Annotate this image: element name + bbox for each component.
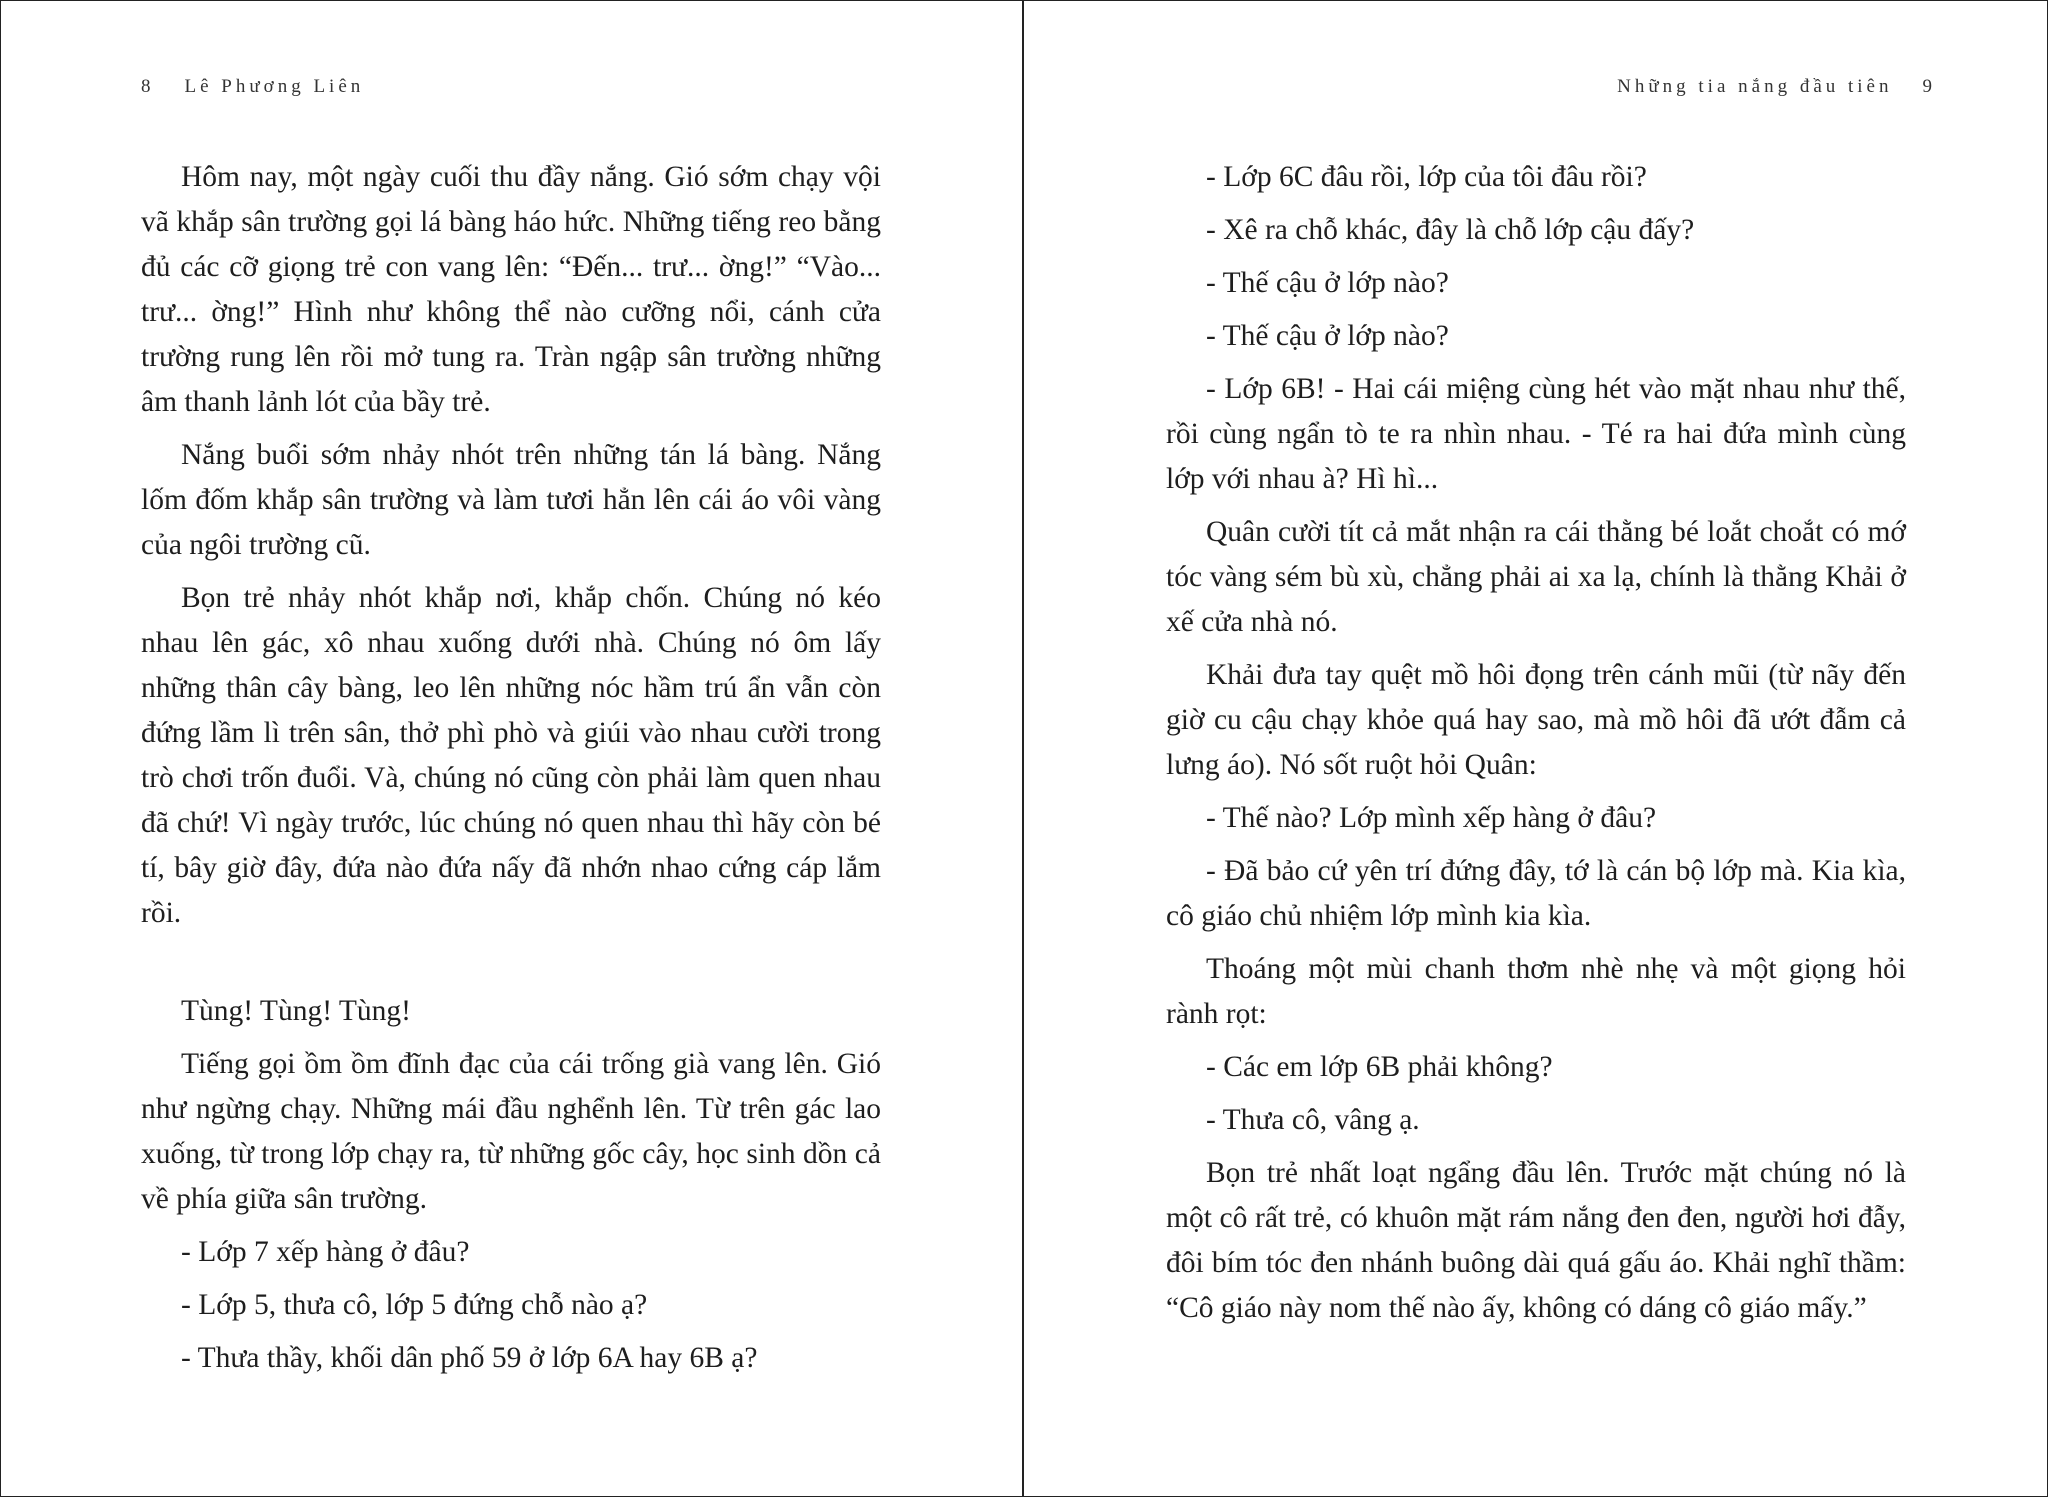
dialogue-line: - Lớp 5, thưa cô, lớp 5 đứng chỗ nào ạ?	[181, 1289, 648, 1321]
dialogue-line: - Thế cậu ở lớp nào?	[1206, 267, 1449, 299]
right-page	[1024, 0, 2048, 1497]
dialogue-line: - Thế nào? Lớp mình xếp hàng ở đâu?	[1206, 802, 1657, 834]
dialogue-line: - Các em lớp 6B phải không?	[1206, 1051, 1553, 1083]
dialogue-line: - Lớp 6C đâu rồi, lớp của tôi đâu rồi?	[1206, 161, 1647, 193]
right-running-head	[1617, 76, 1936, 98]
dialogue-line: - Thưa cô, vâng ạ.	[1206, 1104, 1420, 1136]
paragraph: - Lớp 6B! - Hai cái miệng cùng hét vào mặt nhau như thế, rồi cùng ngẩn tò te ra nhìn nhau. - Té ra hai đứa mình cùng lớp với nhau à? Hì hì...	[1166, 373, 1906, 495]
dialogue-line: - Thế cậu ở lớp nào?	[1206, 320, 1449, 352]
paragraph: Bọn trẻ nhất loạt ngẩng đầu lên. Trước mặt chúng nó là một cô rất trẻ, có khuôn mặt rám nắng đen đen, người hơi đẫy, đôi bím tóc đen nhánh buông dài quá gấu áo. Khải nghĩ thầm: “Cô giáo này nom thế nào ấy, không có dáng cô giáo mấy.”	[1166, 1157, 1906, 1324]
paragraph: Tiếng gọi ồm ồm đĩnh đạc của cái trống già vang lên. Gió như ngừng chạy. Những mái đầu nghểnh lên. Từ trên gác lao xuống, từ trong lớp chạy ra, từ những gốc cây, học sinh dồn cả về phía giữa sân trường.	[141, 1048, 881, 1215]
paragraph: Quân cười tít cả mắt nhận ra cái thằng bé loắt choắt có mớ tóc vàng sém bù xù, chẳng phải ai xa lạ, chính là thằng Khải ở xế cửa nhà nó.	[1166, 516, 1906, 638]
paragraph: Thoáng một mùi chanh thơm nhè nhẹ và một giọng hỏi rành rọt:	[1166, 953, 1906, 1030]
section-break	[141, 944, 881, 989]
paragraph: - Đã bảo cứ yên trí đứng đây, tớ là cán bộ lớp mà. Kia kìa, cô giáo chủ nhiệm lớp mình kia kìa.	[1166, 855, 1906, 932]
paragraph: Hôm nay, một ngày cuối thu đầy nắng. Gió sớm chạy vội vã khắp sân trường gọi lá bàng háo hức. Những tiếng reo bằng đủ các cỡ giọng trẻ con vang lên: “Đến... trư... ờng!” “Vào... trư... ờng!” Hình như không thể nào cưỡng nổi, cánh cửa trường rung lên rồi mở tung ra. Tràn ngập sân trường những âm thanh lảnh lót của bầy trẻ.	[141, 161, 881, 418]
paragraph: Nắng buổi sớm nhảy nhót trên những tán lá bàng. Nắng lốm đốm khắp sân trường và làm tươi hẳn lên cái áo vôi vàng của ngôi trường cũ.	[141, 439, 881, 561]
dialogue-line: - Xê ra chỗ khác, đây là chỗ lớp cậu đấy?	[1206, 214, 1695, 246]
right-page-body	[1166, 155, 1906, 1339]
paragraph: Bọn trẻ nhảy nhót khắp nơi, khắp chốn. Chúng nó kéo nhau lên gác, xô nhau xuống dưới nhà. Chúng nó ôm lấy những thân cây bàng, leo lên những nóc hầm trú ẩn vẫn còn đứng lầm lì trên sân, thở phì phò và giúi vào nhau cười trong trò chơi trốn đuổi. Và, chúng nó cũng còn phải làm quen nhau đã chứ! Vì ngày trước, lúc chúng nó quen nhau thì hãy còn bé tí, bây giờ đây, đứa nào đứa nấy đã nhớn nhao cứng cáp lắm rồi.	[141, 582, 881, 929]
left-page-body	[141, 155, 881, 1389]
left-page	[0, 0, 1022, 1497]
paragraph: Khải đưa tay quệt mồ hôi đọng trên cánh mũi (từ nãy đến giờ cu cậu chạy khỏe quá hay sao, mà mồ hôi đã ướt đẫm cả lưng áo). Nó sốt ruột hỏi Quân:	[1166, 659, 1906, 781]
right-page-number: 9	[1922, 76, 1936, 97]
dialogue-line: - Thưa thầy, khối dân phố 59 ở lớp 6A hay 6B ạ?	[181, 1342, 758, 1374]
left-page-number: 8	[141, 76, 155, 97]
left-running-head-author: Lê Phương Liên	[184, 76, 365, 97]
left-running-head	[141, 76, 364, 98]
right-running-head-title: Những tia nắng đầu tiên	[1617, 76, 1893, 97]
paragraph: Tùng! Tùng! Tùng!	[181, 995, 411, 1027]
dialogue-line: - Lớp 7 xếp hàng ở đâu?	[181, 1236, 470, 1268]
